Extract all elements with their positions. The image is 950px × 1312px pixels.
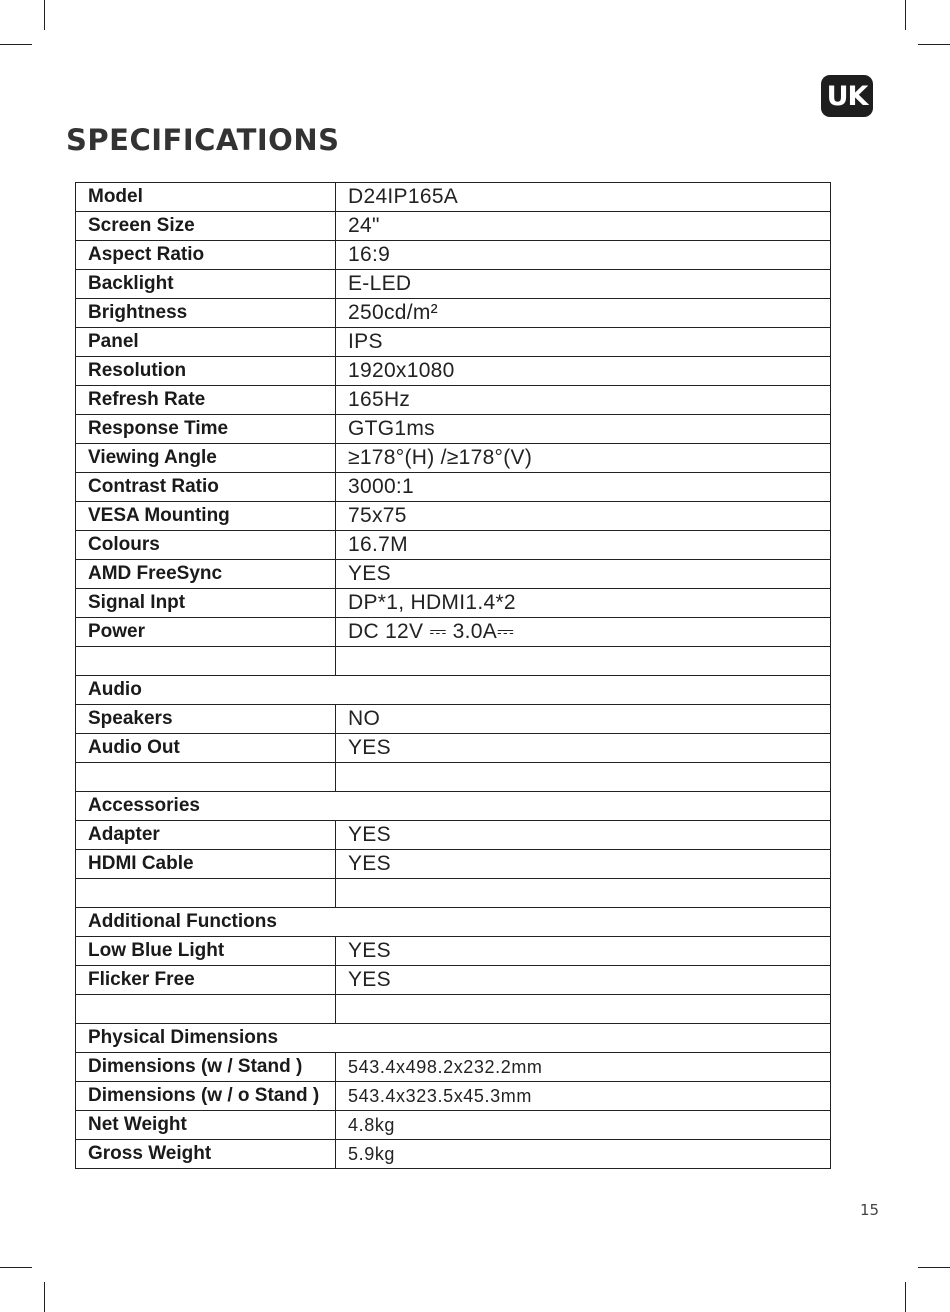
table-row — [76, 705, 831, 734]
spec-value-low-blue-light: YES — [336, 937, 831, 966]
section-heading-audio: Audio — [76, 676, 831, 705]
table-row — [76, 734, 831, 763]
table-row — [76, 502, 831, 531]
spec-label-signal-input: Signal Inpt — [76, 589, 336, 618]
spec-label-model: Model — [76, 183, 336, 212]
spec-label-resolution: Resolution — [76, 357, 336, 386]
spec-label-panel: Panel — [76, 328, 336, 357]
spec-value-aspect-ratio: 16:9 — [336, 241, 831, 270]
spec-label-audio-out: Audio Out — [76, 734, 336, 763]
spec-value-brightness: 250cd/m² — [336, 299, 831, 328]
spec-label-amd-freesync: AMD FreeSync — [76, 560, 336, 589]
spec-value-backlight: E-LED — [336, 270, 831, 299]
table-row — [76, 850, 831, 879]
section-heading-physical-dimensions: Physical Dimensions — [76, 1024, 831, 1053]
table-row — [76, 560, 831, 589]
page-title: SPECIFICATIONS — [66, 123, 340, 157]
spec-value-viewing-angle: ≥178°(H) /≥178°(V) — [336, 444, 831, 473]
table-row-empty — [76, 763, 831, 792]
spec-label-power: Power — [76, 618, 336, 647]
spec-value-screen-size: 24" — [336, 212, 831, 241]
crop-mark — [0, 44, 32, 45]
table-row — [76, 183, 831, 212]
spec-value-vesa-mounting: 75x75 — [336, 502, 831, 531]
spec-value-adapter: YES — [336, 821, 831, 850]
crop-mark — [0, 1267, 32, 1268]
spec-label-brightness: Brightness — [76, 299, 336, 328]
table-row — [76, 531, 831, 560]
table-row — [76, 473, 831, 502]
spec-label-screen-size: Screen Size — [76, 212, 336, 241]
spec-label-response-time: Response Time — [76, 415, 336, 444]
spec-value-signal-input: DP*1, HDMI1.4*2 — [336, 589, 831, 618]
section-row — [76, 1024, 831, 1053]
table-row — [76, 444, 831, 473]
spec-value-audio-out: YES — [336, 734, 831, 763]
crop-mark — [905, 1282, 906, 1312]
crop-mark — [44, 0, 45, 30]
spec-value-response-time: GTG1ms — [336, 415, 831, 444]
spec-value-flicker-free: YES — [336, 966, 831, 995]
spec-label-backlight: Backlight — [76, 270, 336, 299]
spec-label-hdmi-cable: HDMI Cable — [76, 850, 336, 879]
specifications-table — [75, 182, 831, 1169]
table-row — [76, 966, 831, 995]
spec-label-flicker-free: Flicker Free — [76, 966, 336, 995]
table-row — [76, 270, 831, 299]
spec-label-low-blue-light: Low Blue Light — [76, 937, 336, 966]
spec-label-aspect-ratio: Aspect Ratio — [76, 241, 336, 270]
empty-cell — [336, 647, 831, 676]
spec-label-dims-without-stand: Dimensions (w / o Stand ) — [76, 1082, 336, 1111]
table-row-empty — [76, 995, 831, 1024]
table-row — [76, 1111, 831, 1140]
table-row — [76, 299, 831, 328]
empty-cell — [336, 879, 831, 908]
spec-label-colours: Colours — [76, 531, 336, 560]
empty-cell — [76, 879, 336, 908]
spec-label-speakers: Speakers — [76, 705, 336, 734]
table-row — [76, 386, 831, 415]
spec-label-gross-weight: Gross Weight — [76, 1140, 336, 1169]
section-row — [76, 792, 831, 821]
spec-value-refresh-rate: 165Hz — [336, 386, 831, 415]
table-row — [76, 937, 831, 966]
section-row — [76, 908, 831, 937]
empty-cell — [336, 995, 831, 1024]
empty-cell — [336, 763, 831, 792]
spec-value-model: D24IP165A — [336, 183, 831, 212]
spec-label-vesa-mounting: VESA Mounting — [76, 502, 336, 531]
crop-mark — [918, 1267, 950, 1268]
section-row — [76, 676, 831, 705]
spec-label-net-weight: Net Weight — [76, 1111, 336, 1140]
crop-mark — [918, 44, 950, 45]
table-row — [76, 589, 831, 618]
section-heading-accessories: Accessories — [76, 792, 831, 821]
empty-cell — [76, 647, 336, 676]
page-number: 15 — [860, 1201, 880, 1219]
spec-value-amd-freesync: YES — [336, 560, 831, 589]
crop-mark — [905, 0, 906, 30]
table-row — [76, 1053, 831, 1082]
table-row — [76, 357, 831, 386]
spec-value-power: DC 12V ⎓ 3.0A⎓ — [336, 618, 831, 647]
empty-cell — [76, 763, 336, 792]
empty-cell — [76, 995, 336, 1024]
table-row — [76, 328, 831, 357]
spec-value-contrast-ratio: 3000:1 — [336, 473, 831, 502]
table-row — [76, 1140, 831, 1169]
table-row — [76, 618, 831, 647]
crop-mark — [44, 1282, 45, 1312]
table-row — [76, 241, 831, 270]
spec-label-refresh-rate: Refresh Rate — [76, 386, 336, 415]
spec-value-dims-without-stand: 543.4x323.5x45.3mm — [336, 1082, 831, 1111]
table-row — [76, 415, 831, 444]
spec-label-dims-with-stand: Dimensions (w / Stand ) — [76, 1053, 336, 1082]
spec-value-speakers: NO — [336, 705, 831, 734]
section-heading-additional-functions: Additional Functions — [76, 908, 831, 937]
table-row — [76, 1082, 831, 1111]
spec-value-panel: IPS — [336, 328, 831, 357]
table-row-empty — [76, 879, 831, 908]
spec-value-hdmi-cable: YES — [336, 850, 831, 879]
spec-label-contrast-ratio: Contrast Ratio — [76, 473, 336, 502]
table-row-empty — [76, 647, 831, 676]
spec-label-adapter: Adapter — [76, 821, 336, 850]
spec-value-gross-weight: 5.9kg — [336, 1140, 831, 1169]
language-badge: UK — [821, 75, 873, 117]
table-row — [76, 821, 831, 850]
spec-value-net-weight: 4.8kg — [336, 1111, 831, 1140]
spec-value-dims-with-stand: 543.4x498.2x232.2mm — [336, 1053, 831, 1082]
spec-value-resolution: 1920x1080 — [336, 357, 831, 386]
spec-label-viewing-angle: Viewing Angle — [76, 444, 336, 473]
table-row — [76, 212, 831, 241]
spec-value-colours: 16.7M — [336, 531, 831, 560]
